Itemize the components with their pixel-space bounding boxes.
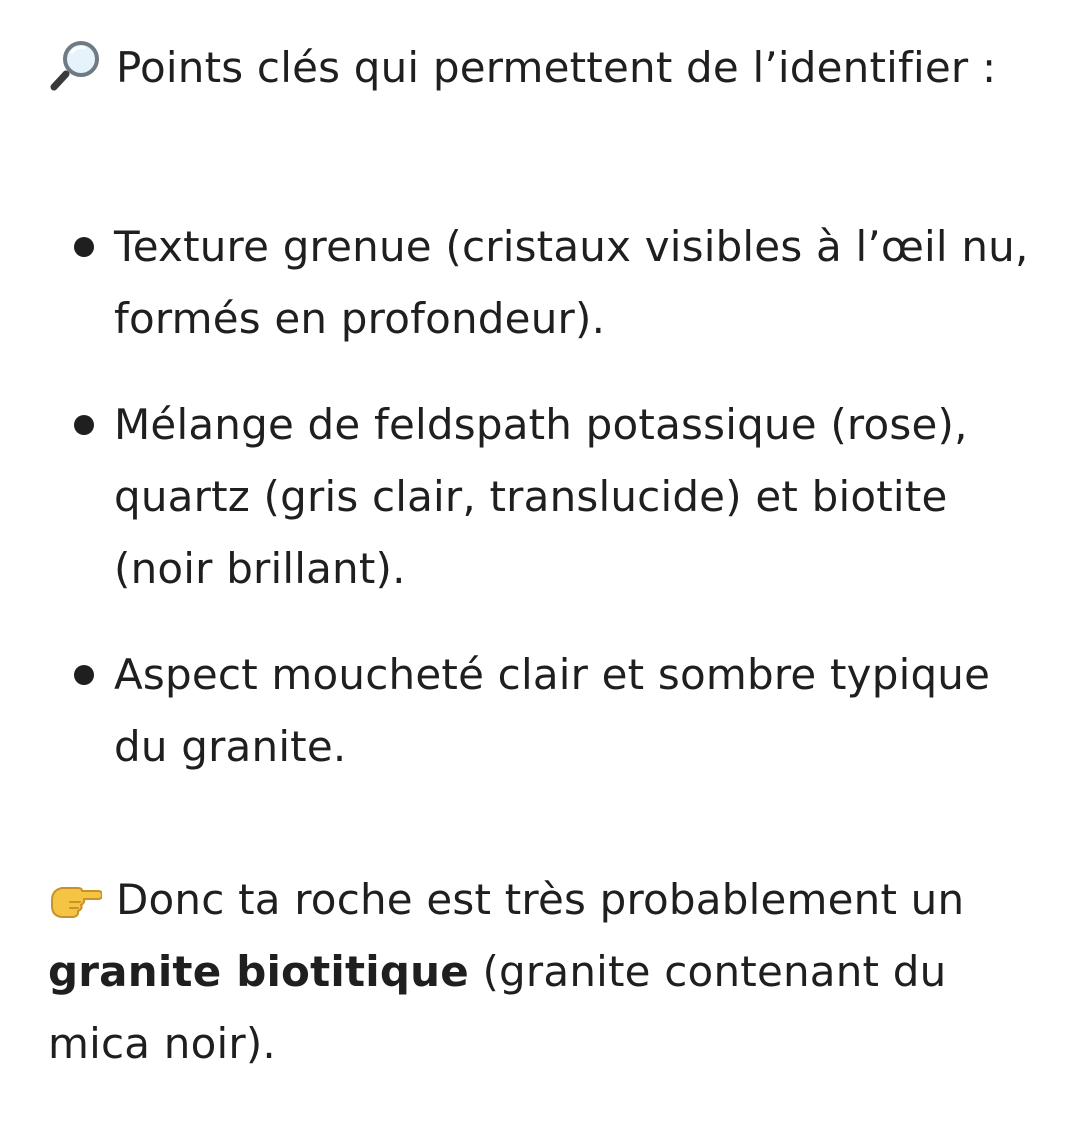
- message-content: [48, 32, 1033, 1080]
- intro-paragraph: [48, 32, 1033, 104]
- bullet-icon: [74, 415, 94, 435]
- conclusion-text-end: (granite contenant du mica noir).: [48, 947, 947, 1068]
- intro-text: Points clés qui permettent de l’identifier :: [116, 43, 997, 92]
- list-item: [48, 389, 1033, 605]
- list-item-text: Aspect moucheté clair et sombre typique du granite.: [114, 650, 991, 771]
- list-item: [48, 211, 1033, 355]
- pointing-hand-icon: [48, 870, 102, 924]
- list-item: [48, 639, 1033, 783]
- list-item-text: Mélange de feldspath potassique (rose), quartz (gris clair, translucide) et biotite (noir brillant).: [114, 400, 968, 593]
- magnifying-glass-icon: [48, 38, 102, 92]
- key-points-list: [48, 211, 1033, 783]
- conclusion-text-start: Donc ta roche est très probablement un: [116, 875, 965, 924]
- bullet-icon: [74, 665, 94, 685]
- list-item-text: Texture grenue (cristaux visibles à l’œil nu, formés en profondeur).: [114, 222, 1029, 343]
- rock-identification: granite biotitique: [48, 947, 469, 996]
- conclusion-paragraph: [48, 864, 1033, 1080]
- bullet-icon: [74, 237, 94, 257]
